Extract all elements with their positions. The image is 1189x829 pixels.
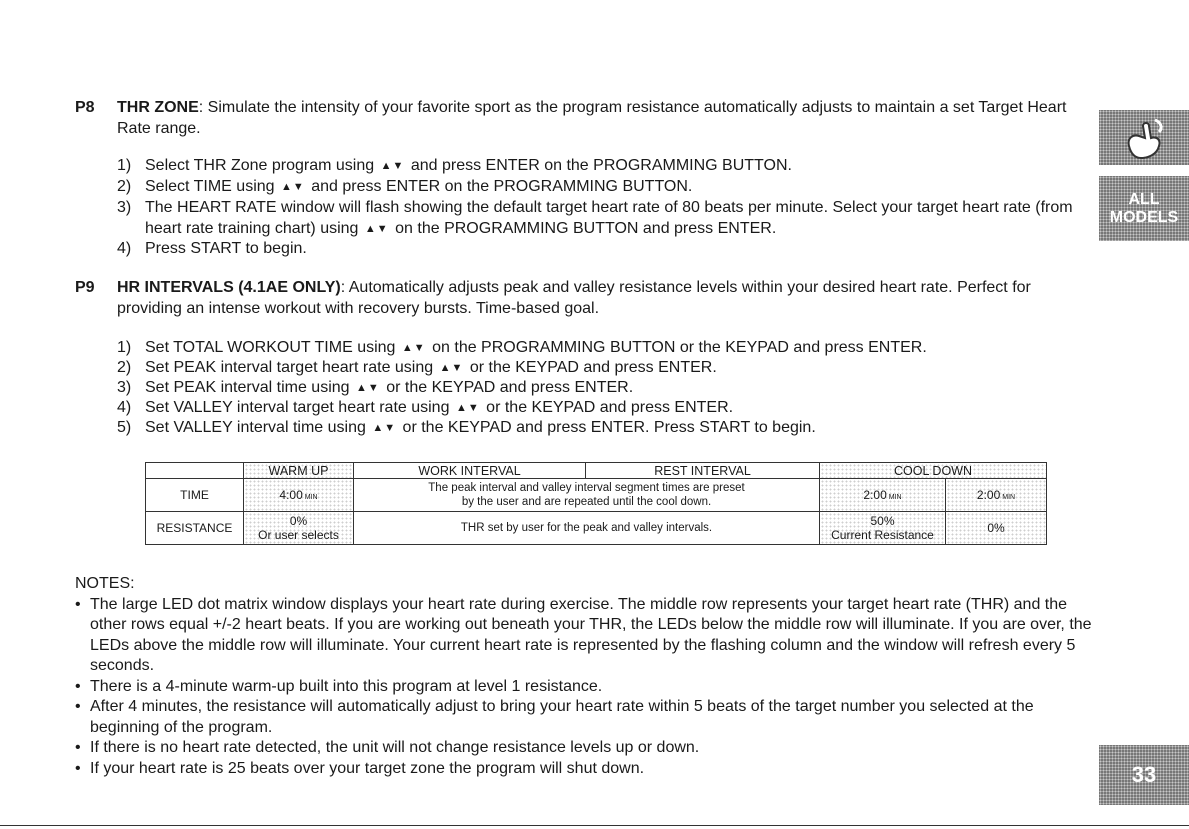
page-number: 33 [1131, 762, 1157, 787]
step-text: Set TOTAL WORKOUT TIME using [145, 339, 396, 356]
table-header-empty [146, 463, 244, 479]
all-models-line: MODELS [1109, 208, 1179, 226]
warmup-resistance-note: Or user selects [258, 528, 339, 542]
warmup-time-cell [244, 479, 354, 512]
cooldown-time-cell [820, 479, 946, 512]
step-text: Set VALLEY interval target heart rate using [145, 399, 450, 416]
step [117, 418, 1095, 439]
cooldown-time: 2:00 [976, 488, 1001, 502]
step [117, 358, 1095, 379]
step [117, 177, 1095, 198]
step-text: on the PROGRAMMING BUTTON and press ENTER. [395, 219, 777, 237]
cooldown-resistance-cell [820, 512, 946, 545]
up-down-arrows-icon: ▲▼ [455, 402, 480, 414]
warmup-resistance: 0% [289, 514, 308, 528]
all-models-tab [1099, 176, 1189, 241]
unit-label: MIN [1002, 494, 1016, 501]
step-number: 4) [117, 240, 132, 257]
step-text: and press ENTER on the PROGRAMMING BUTTON. [410, 157, 792, 174]
cooldown-resistance-cell: 0% [946, 512, 1047, 545]
program-intro: : Simulate the intensity of your favorite sport as the program resistance automatically adjusts to maintain a set Target Heart Rate range. [117, 99, 1067, 137]
step-number: 3) [117, 199, 132, 216]
interval-resistance-note: THR set by user for the peak and valley intervals. [354, 512, 820, 545]
step-text: Press START to begin. [145, 240, 307, 257]
step-text: Select THR Zone program using [145, 157, 375, 174]
list-item: • The large LED dot matrix window displays your heart rate during exercise. The middle row represents your target heart rate (THR) and the other rows equal +/-2 heart beats. If you are working out beneath your THR, the LEDs below the middle row will illuminate. If you are over, the LEDs above the middle row will illuminate. Your current heart rate is represented by the flashing column and the window will refresh every 5 seconds. [75, 595, 1105, 677]
step-text: or the KEYPAD and press ENTER. Press START to begin. [402, 419, 816, 436]
list-item: • There is a 4-minute warm-up built into this program at level 1 resistance. [75, 677, 1105, 698]
program-code: P9 [75, 279, 95, 296]
table-header-rest-interval: REST INTERVAL [586, 463, 820, 479]
row-label-resistance: RESISTANCE [146, 512, 244, 545]
up-down-arrows-icon: ▲▼ [380, 160, 405, 172]
table-header-row [146, 463, 1047, 479]
step [117, 398, 1095, 419]
step-text: Set VALLEY interval time using [145, 419, 366, 436]
hand-pointer-tab [1099, 110, 1189, 165]
step [117, 156, 1095, 177]
up-down-arrows-icon: ▲▼ [372, 422, 397, 434]
notes-section [75, 574, 1105, 779]
table-row-time [146, 479, 1047, 512]
all-models-line: ALL [1128, 190, 1160, 208]
step-text: Set PEAK interval target heart rate using [145, 359, 434, 376]
program-title: HR INTERVALS (4.1AE ONLY) [117, 279, 341, 296]
step [117, 239, 1095, 260]
step-number: 1) [117, 157, 132, 174]
row-label-time: TIME [146, 479, 244, 512]
step [117, 378, 1095, 399]
list-item: • If there is no heart rate detected, the unit will not change resistance levels up or down. [75, 738, 1105, 759]
warmup-time: 4:00 [279, 488, 303, 502]
step-number: 2) [117, 359, 132, 376]
step-text: and press ENTER on the PROGRAMMING BUTTON. [311, 178, 693, 195]
program-description [117, 98, 1095, 139]
step-text: or the KEYPAD and press ENTER. [486, 399, 734, 416]
cooldown-time-cell [946, 479, 1047, 512]
warmup-resistance-cell [244, 512, 354, 545]
interval-note-line: The peak interval and valley interval segment times are preset [428, 482, 745, 494]
up-down-arrows-icon: ▲▼ [356, 382, 380, 394]
table-header-work-interval: WORK INTERVAL [354, 463, 586, 479]
hand-pointer-icon [1119, 116, 1169, 160]
step [117, 338, 1095, 359]
step-text: or the KEYPAD and press ENTER. [469, 359, 717, 376]
step-number: 5) [117, 419, 132, 436]
step-text: The HEART RATE window will flash showing the default target heart rate of 80 beats per minute. Select your target heart rate (from heart rate training chart) using [145, 199, 1073, 237]
notes-heading: NOTES: [75, 575, 135, 592]
program-table [145, 462, 1047, 545]
up-down-arrows-icon: ▲▼ [364, 222, 389, 235]
table-row-resistance [146, 512, 1047, 545]
cooldown-resistance-note: Current Resistance [831, 528, 934, 542]
interval-time-note [354, 479, 820, 512]
step-number: 3) [117, 379, 132, 396]
step-text: Set PEAK interval time using [145, 379, 350, 396]
up-down-arrows-icon: ▲▼ [401, 342, 426, 354]
table-header-warmup: WARM UP [244, 463, 354, 479]
program-description [117, 278, 1095, 319]
notes-list [75, 595, 1105, 780]
program-title: THR ZONE [117, 99, 199, 116]
unit-label: MIN [304, 494, 318, 501]
interval-note-line: by the user and are repeated until the cool down. [461, 496, 712, 508]
step-text: or the KEYPAD and press ENTER. [386, 379, 634, 396]
step-text: Select TIME using [145, 178, 275, 195]
program-code: P8 [75, 99, 95, 116]
step-number: 2) [117, 178, 132, 195]
list-item: • If your heart rate is 25 beats over your target zone the program will shut down. [75, 759, 1105, 780]
table-header-cooldown: COOL DOWN [820, 463, 1047, 479]
step-number: 1) [117, 339, 132, 356]
step [117, 198, 1095, 239]
list-item: • After 4 minutes, the resistance will automatically adjust to bring your heart rate within 5 beats of the target number you selected at the beginning of the program. [75, 697, 1105, 738]
page-number-tab [1099, 745, 1189, 805]
program-intro: : Automatically adjusts peak and valley resistance levels within your desired heart rate. Perfect for providing an intense workout with recovery bursts. Time-based goal. [117, 279, 1031, 317]
step-number: 4) [117, 399, 132, 416]
bottom-rule [0, 825, 1189, 826]
unit-label: MIN [888, 494, 902, 501]
cooldown-time: 2:00 [863, 488, 887, 502]
up-down-arrows-icon: ▲▼ [281, 181, 305, 193]
step-text: on the PROGRAMMING BUTTON or the KEYPAD and press ENTER. [432, 339, 927, 356]
cooldown-resistance: 50% [870, 514, 895, 528]
up-down-arrows-icon: ▲▼ [439, 362, 464, 374]
